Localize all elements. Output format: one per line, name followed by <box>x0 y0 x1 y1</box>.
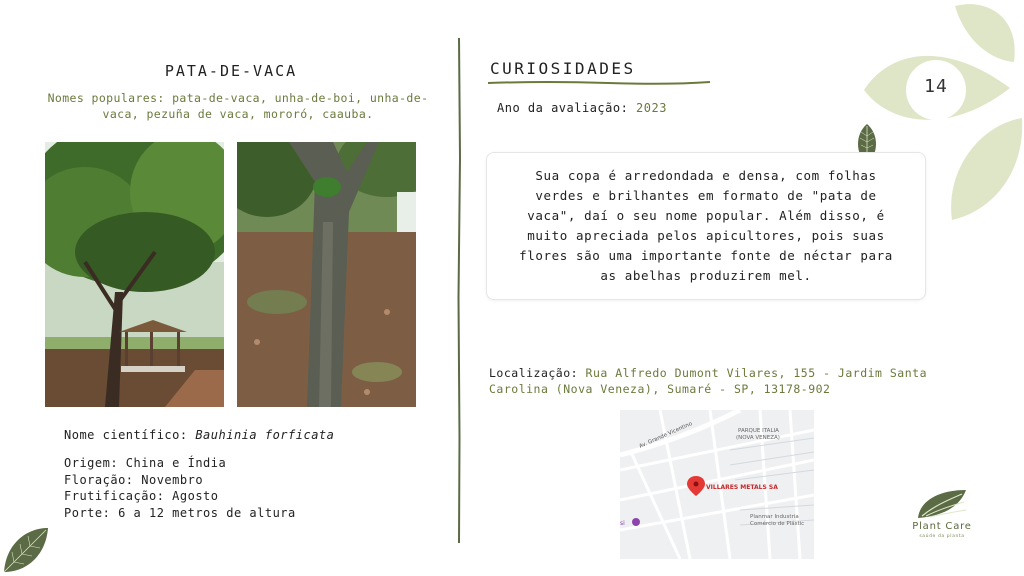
curiosities-title: CURIOSIDADES <box>490 59 636 78</box>
title-underline <box>488 80 710 86</box>
map-poi-label-2: Comércio de Plástic <box>750 521 805 527</box>
location-address: Rua Alfredo Dumont Vilares, 155 - Jardim Santa Carolina (Nova Veneza), Sumaré - SP, 13178-902 <box>489 366 928 396</box>
map-edge-label: si <box>620 520 625 527</box>
decorative-leaves <box>860 0 1024 230</box>
map-district-label-1: PARQUE ITALIA <box>738 428 779 434</box>
corner-leaf-icon <box>0 524 52 576</box>
tree-photo-gazebo <box>45 142 224 407</box>
location-label: Localização: <box>489 366 586 380</box>
logo-tagline: saúde da planta <box>919 534 965 539</box>
tree-photo-trunk <box>237 142 416 407</box>
location <box>489 366 969 397</box>
popular-names: Nomes populares: pata-de-vaca, unha-de-boi, unha-de-vaca, pezuña de vaca, mororó, caauba. <box>47 91 429 121</box>
map-poi-label-1: Planmar Industria <box>750 514 799 520</box>
logo-name: Plant Care <box>912 521 972 532</box>
curiosity-text: Sua copa é arredondada e densa, com folhas verdes e brilhantes em formato de "pata de vaca", daí o seu nome popular. Além disso, é muito apreciada pelos apicultores, pois suas flores são uma importante fonte de néctar para as abelhas produzirem mel. <box>519 168 893 283</box>
fruiting-fact: Frutificação: Agosto <box>64 489 219 503</box>
vertical-divider <box>456 38 462 543</box>
plant-facts <box>64 455 296 521</box>
size-fact: Porte: 6 a 12 metros de altura <box>64 505 296 520</box>
plant-title: PATA-DE-VACA <box>164 62 298 80</box>
map-district-label-2: (NOVA VENEZA) <box>736 435 780 441</box>
map-street-label: Av. Grande Vicentino <box>638 421 694 450</box>
location-map[interactable] <box>620 410 814 559</box>
map-place-label: VILLARES METALS SA <box>706 484 778 491</box>
origin-fact: Origem: China e Índia <box>64 456 227 470</box>
year-label: Ano da avaliação: <box>497 101 637 115</box>
scientific-name <box>64 428 334 442</box>
year-value: 2023 <box>636 101 667 115</box>
page-number: 14 <box>924 76 948 97</box>
scientific-label: Nome científico: <box>64 428 196 442</box>
scientific-name-value: Bauhinia forficata <box>195 428 335 442</box>
evaluation-year <box>497 101 667 115</box>
flowering-fact: Floração: Novembro <box>64 472 204 487</box>
